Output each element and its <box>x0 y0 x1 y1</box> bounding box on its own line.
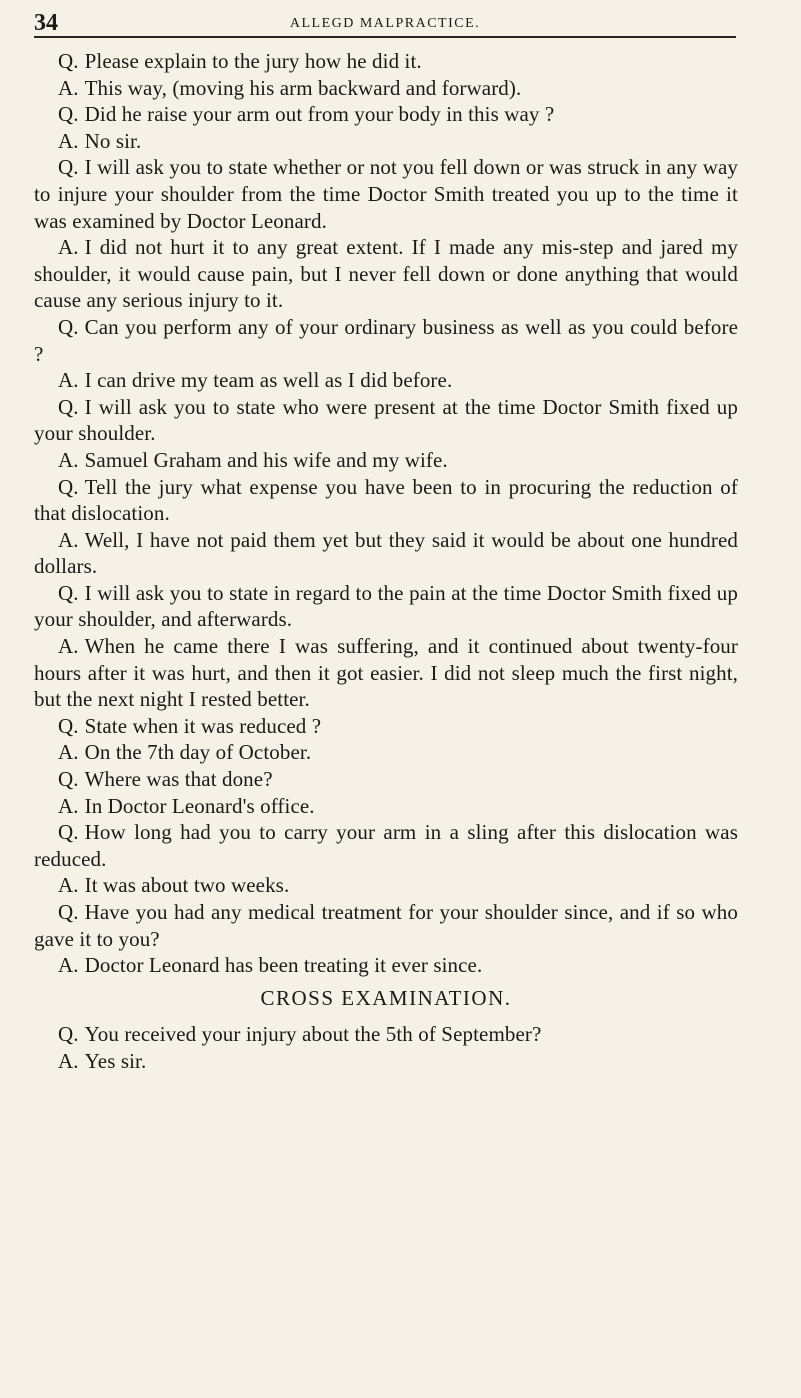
qa-paragraph <box>34 234 738 314</box>
qa-paragraph <box>34 713 738 740</box>
testimony-text: I will ask you to state in regard to the pain at the time Doctor Smith fixed up your shoulder, and afterwards. <box>34 580 738 632</box>
testimony-text: Please explain to the jury how he did it. <box>84 49 422 73</box>
testimony-text: This way, (moving his arm backward and forward). <box>84 75 522 100</box>
qa-paragraph <box>34 739 738 766</box>
qa-paragraph <box>34 447 738 474</box>
testimony-text: I will ask you to state whether or not you fell down or was struck in any way to injure your shoulder from the time Doctor Smith treated you up to the time it was examined by Doctor Leonard. <box>34 155 738 233</box>
qa-paragraph <box>34 819 738 872</box>
speaker-label: A. <box>58 873 79 898</box>
cross-examination <box>34 1021 738 1074</box>
speaker-label: Q. <box>58 580 79 605</box>
speaker-label: A. <box>58 953 79 978</box>
testimony-text: On the 7th day of October. <box>84 740 312 765</box>
qa-paragraph <box>34 899 738 952</box>
testimony-text: I will ask you to state who were present at the time Doctor Smith fixed up your shoulder. <box>34 394 738 446</box>
testimony-text: Yes sir. <box>84 1048 147 1073</box>
qa-paragraph <box>34 128 738 155</box>
speaker-label: A. <box>58 447 79 472</box>
speaker-label: Q. <box>58 49 79 73</box>
speaker-label: A. <box>58 740 79 765</box>
qa-paragraph <box>34 1048 738 1075</box>
qa-paragraph <box>34 101 738 128</box>
testimony-text: State when it was reduced ? <box>84 713 322 738</box>
speaker-label: Q. <box>58 102 79 127</box>
speaker-label: A. <box>58 527 79 552</box>
testimony-text: I did not hurt it to any great extent. If I made any mis-step and jared my shoulder, it would cause pain, but I never fell down or done anything that would cause any serious injury to it. <box>34 235 738 313</box>
speaker-label: Q. <box>58 713 79 738</box>
qa-paragraph <box>34 1021 738 1048</box>
testimony-text: Samuel Graham and his wife and my wife. <box>84 447 448 472</box>
testimony-text: How long had you to carry your arm in a sling after this dislocation was reduced. <box>34 820 738 871</box>
qa-paragraph <box>34 580 738 633</box>
page-body <box>34 48 738 1075</box>
qa-paragraph <box>34 367 738 394</box>
speaker-label: Q. <box>58 820 79 845</box>
speaker-label: Q. <box>58 394 79 419</box>
header-rule <box>34 36 736 38</box>
testimony-text: Doctor Leonard has been treating it ever since. <box>84 953 483 978</box>
testimony-text: Can you perform any of your ordinary business as well as you could before ? <box>34 314 738 366</box>
testimony-text: Tell the jury what expense you have been to in procuring the reduction of that dislocation. <box>34 474 738 526</box>
qa-paragraph <box>34 314 738 367</box>
qa-paragraph <box>34 633 738 713</box>
speaker-label: A. <box>58 368 79 393</box>
speaker-label: Q. <box>58 314 79 339</box>
testimony-text: I can drive my team as well as I did before. <box>84 368 453 393</box>
testimony-text: Well, I have not paid them yet but they said it would be about one hundred dollars. <box>34 527 738 579</box>
testimony-text: Where was that done? <box>84 767 273 792</box>
qa-paragraph <box>34 75 738 102</box>
qa-paragraph <box>34 527 738 580</box>
testimony-text: No sir. <box>84 128 142 153</box>
qa-paragraph <box>34 872 738 899</box>
page-header <box>34 12 736 34</box>
qa-paragraph <box>34 48 738 75</box>
qa-paragraph <box>34 154 738 234</box>
testimony-text: When he came there I was suffering, and it continued about twenty-four hours after it was hurt, and then it got easier. I did not sleep much the first night, but the next night I rested better. <box>34 634 738 712</box>
testimony-text: In Doctor Leonard's office. <box>84 793 315 818</box>
qa-paragraph <box>34 952 738 979</box>
section-heading: CROSS EXAMINATION. <box>260 985 512 1010</box>
qa-paragraph <box>34 474 738 527</box>
qa-paragraph <box>34 394 738 447</box>
qa-paragraph <box>34 766 738 793</box>
qa-paragraph <box>34 793 738 820</box>
speaker-label: A. <box>58 235 79 260</box>
speaker-label: Q. <box>58 155 79 180</box>
page-number: 34 <box>34 10 58 36</box>
running-head: ALLEGD MALPRACTICE. <box>289 16 481 31</box>
direct-examination <box>34 48 738 979</box>
speaker-label: A. <box>58 634 79 659</box>
speaker-label: A. <box>58 128 79 153</box>
speaker-label: A. <box>58 75 79 100</box>
testimony-text: You received your injury about the 5th of September? <box>84 1022 542 1047</box>
testimony-text: Did he raise your arm out from your body in this way ? <box>84 102 555 127</box>
speaker-label: Q. <box>58 474 79 499</box>
speaker-label: Q. <box>58 900 79 924</box>
speaker-label: A. <box>58 1048 79 1073</box>
testimony-text: It was about two weeks. <box>84 873 290 898</box>
speaker-label: Q. <box>58 767 79 792</box>
speaker-label: Q. <box>58 1022 79 1047</box>
testimony-text: Have you had any medical treatment for your shoulder since, and if so who gave it to you? <box>34 900 738 951</box>
speaker-label: A. <box>58 793 79 818</box>
